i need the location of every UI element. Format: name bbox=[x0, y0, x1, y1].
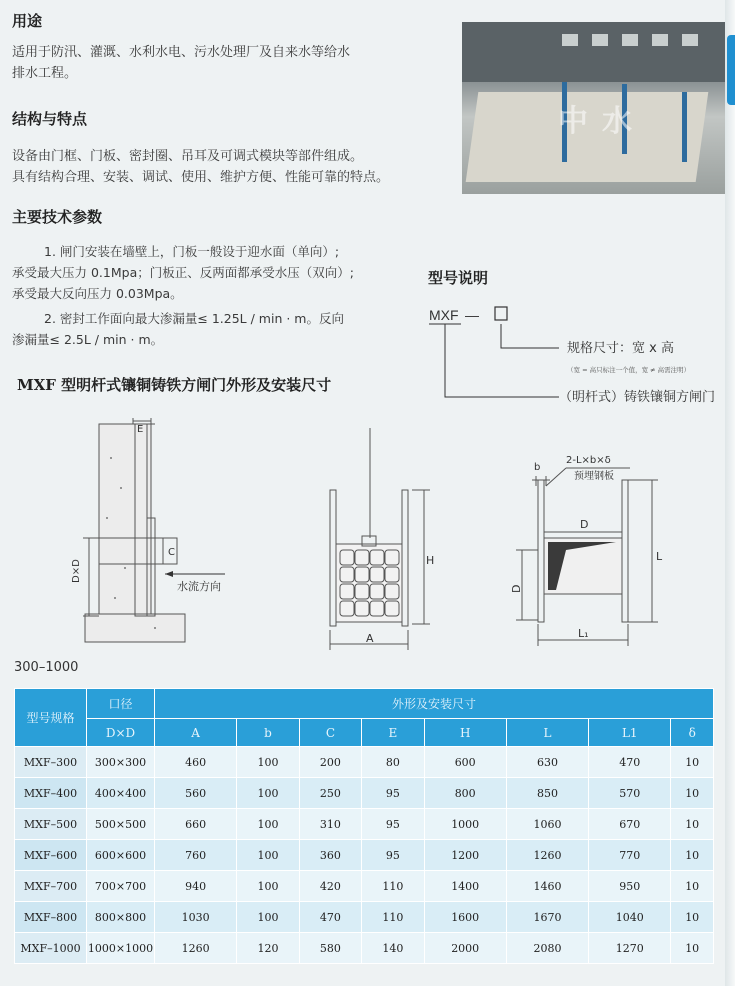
table-cell: 1460 bbox=[506, 871, 588, 902]
table-cell: 2000 bbox=[424, 933, 506, 964]
table-cell: 10 bbox=[671, 809, 714, 840]
col-H: H bbox=[424, 719, 506, 747]
col-E: E bbox=[362, 719, 424, 747]
table-cell: 10 bbox=[671, 840, 714, 871]
spec-table bbox=[14, 688, 714, 964]
table-cell: 570 bbox=[589, 778, 671, 809]
col-dimensions-group: 外形及安装尺寸 bbox=[155, 689, 714, 719]
col-L: L bbox=[506, 719, 588, 747]
model-size-note: （宽 = 高只标注一个值，宽 ≠ 高需注明） bbox=[567, 366, 691, 374]
col-b: b bbox=[237, 719, 299, 747]
model-code-diagram bbox=[425, 300, 735, 410]
cell-model: MXF–300 bbox=[15, 747, 87, 778]
cell-model: MXF–400 bbox=[15, 778, 87, 809]
table-cell: 470 bbox=[589, 747, 671, 778]
table-cell: 470 bbox=[299, 902, 361, 933]
col-L1: L1 bbox=[589, 719, 671, 747]
col-aperture: 口径 bbox=[87, 689, 155, 719]
col-dxd: D×D bbox=[87, 719, 155, 747]
heading-params: 主要技术参数 bbox=[12, 208, 103, 226]
embedded-plate-diagram bbox=[510, 450, 680, 660]
table-cell: 1040 bbox=[589, 902, 671, 933]
label-flow-direction: 水流方向 bbox=[177, 580, 221, 593]
table-cell: 700×700 bbox=[87, 871, 155, 902]
label-embedded-spec: 2-L×b×δ bbox=[566, 455, 611, 466]
label-b: b bbox=[534, 462, 541, 473]
table-cell: 600 bbox=[424, 747, 506, 778]
label-A: A bbox=[366, 632, 374, 645]
table-cell: 95 bbox=[362, 840, 424, 871]
col-C: C bbox=[299, 719, 361, 747]
label-L1: L₁ bbox=[578, 627, 589, 640]
table-row bbox=[15, 840, 714, 871]
table-cell: 630 bbox=[506, 747, 588, 778]
product-photo bbox=[462, 22, 725, 194]
label-L: L bbox=[656, 550, 663, 563]
model-explanation-title: 型号说明 bbox=[428, 269, 489, 287]
table-row bbox=[15, 747, 714, 778]
table-cell: 100 bbox=[237, 747, 299, 778]
table-cell: 1000×1000 bbox=[87, 933, 155, 964]
table-cell: 770 bbox=[589, 840, 671, 871]
model-size-label: 规格尺寸：宽 x 高 bbox=[567, 341, 674, 356]
table-cell: 100 bbox=[237, 778, 299, 809]
table-cell: 850 bbox=[506, 778, 588, 809]
table-cell: 1200 bbox=[424, 840, 506, 871]
heading-usage: 用途 bbox=[12, 12, 43, 30]
table-row bbox=[15, 778, 714, 809]
table-cell: 1400 bbox=[424, 871, 506, 902]
table-cell: 10 bbox=[671, 902, 714, 933]
front-view-diagram bbox=[316, 418, 446, 658]
table-cell: 100 bbox=[237, 809, 299, 840]
label-H: H bbox=[426, 554, 435, 567]
model-size-box bbox=[495, 307, 507, 320]
col-delta: δ bbox=[671, 719, 714, 747]
cell-model: MXF–1000 bbox=[15, 933, 87, 964]
table-cell: 2080 bbox=[506, 933, 588, 964]
table-cell: 250 bbox=[299, 778, 361, 809]
label-D-top: D bbox=[580, 518, 589, 531]
table-cell: 420 bbox=[299, 871, 361, 902]
cell-model: MXF–500 bbox=[15, 809, 87, 840]
table-cell: 80 bbox=[362, 747, 424, 778]
label-DxD: D×D bbox=[71, 559, 82, 583]
table-cell: 1000 bbox=[424, 809, 506, 840]
table-cell: 1600 bbox=[424, 902, 506, 933]
col-model: 型号规格 bbox=[15, 689, 87, 747]
table-cell: 100 bbox=[237, 902, 299, 933]
table-cell: 10 bbox=[671, 871, 714, 902]
table-row bbox=[15, 902, 714, 933]
table-cell: 10 bbox=[671, 747, 714, 778]
col-A: A bbox=[155, 719, 237, 747]
table-row bbox=[15, 809, 714, 840]
table-row bbox=[15, 933, 714, 964]
table-cell: 110 bbox=[362, 902, 424, 933]
table-cell: 10 bbox=[671, 778, 714, 809]
table-cell: 1060 bbox=[506, 809, 588, 840]
diagram-title: MXF 型明杆式镶铜铸铁方闸门外形及安装尺寸 bbox=[17, 376, 332, 394]
table-cell: 460 bbox=[155, 747, 237, 778]
table-cell: 1270 bbox=[589, 933, 671, 964]
table-row bbox=[15, 871, 714, 902]
params-text: 1. 闸门安装在墙壁上，门板一般设于迎水面（单向）; 承受最大压力 0.1Mpa；门板正、反两面都承受水压（双向）; 承受最大反向压力 0.03Mpa。 2. 密封工作面向最大渗漏量≤ 1.25L / min · m。反向 渗漏量≤ 2.5L / min · m。 bbox=[12, 244, 354, 347]
cell-model: MXF–800 bbox=[15, 902, 87, 933]
label-E: E bbox=[137, 424, 144, 435]
table-cell: 760 bbox=[155, 840, 237, 871]
table-cell: 100 bbox=[237, 840, 299, 871]
table-cell: 310 bbox=[299, 809, 361, 840]
cell-model: MXF–700 bbox=[15, 871, 87, 902]
table-cell: 580 bbox=[299, 933, 361, 964]
label-C: C bbox=[168, 547, 175, 558]
table-cell: 120 bbox=[237, 933, 299, 964]
table-cell: 560 bbox=[155, 778, 237, 809]
label-embedded-plate: 预埋钢板 bbox=[574, 471, 614, 482]
side-view-diagram bbox=[55, 418, 255, 658]
photo-watermark: 中水 bbox=[558, 104, 646, 139]
table-cell: 600×600 bbox=[87, 840, 155, 871]
page-edge bbox=[725, 0, 735, 986]
table-cell: 500×500 bbox=[87, 809, 155, 840]
table-cell: 800×800 bbox=[87, 902, 155, 933]
cell-model: MXF–600 bbox=[15, 840, 87, 871]
usage-text: 适用于防汛、灌溉、水利水电、污水处理厂及自来水等给水 排水工程。 bbox=[12, 45, 351, 81]
table-cell: 1260 bbox=[506, 840, 588, 871]
table-cell: 110 bbox=[362, 871, 424, 902]
table-cell: 10 bbox=[671, 933, 714, 964]
model-type-label: （明杆式）铸铁镶铜方闸门 bbox=[559, 390, 716, 405]
heading-structure: 结构与特点 bbox=[12, 110, 88, 128]
table-cell: 140 bbox=[362, 933, 424, 964]
table-cell: 1670 bbox=[506, 902, 588, 933]
table-cell: 1260 bbox=[155, 933, 237, 964]
size-range-label: 300–1000 bbox=[14, 660, 79, 675]
table-cell: 400×400 bbox=[87, 778, 155, 809]
table-cell: 1030 bbox=[155, 902, 237, 933]
model-dash: — bbox=[465, 307, 479, 323]
table-cell: 200 bbox=[299, 747, 361, 778]
table-cell: 950 bbox=[589, 871, 671, 902]
table-cell: 660 bbox=[155, 809, 237, 840]
page-tab-marker bbox=[727, 35, 735, 105]
table-cell: 670 bbox=[589, 809, 671, 840]
structure-text: 设备由门框、门板、密封圈、吊耳及可调式模块等部件组成。 具有结构合理、安装、调试、使用、维护方便、性能可靠的特点。 bbox=[12, 149, 390, 185]
table-cell: 800 bbox=[424, 778, 506, 809]
table-cell: 940 bbox=[155, 871, 237, 902]
model-code: MXF bbox=[429, 307, 459, 323]
table-cell: 95 bbox=[362, 809, 424, 840]
table-cell: 95 bbox=[362, 778, 424, 809]
table-cell: 300×300 bbox=[87, 747, 155, 778]
label-D-side: D bbox=[510, 584, 523, 593]
table-cell: 100 bbox=[237, 871, 299, 902]
table-cell: 360 bbox=[299, 840, 361, 871]
